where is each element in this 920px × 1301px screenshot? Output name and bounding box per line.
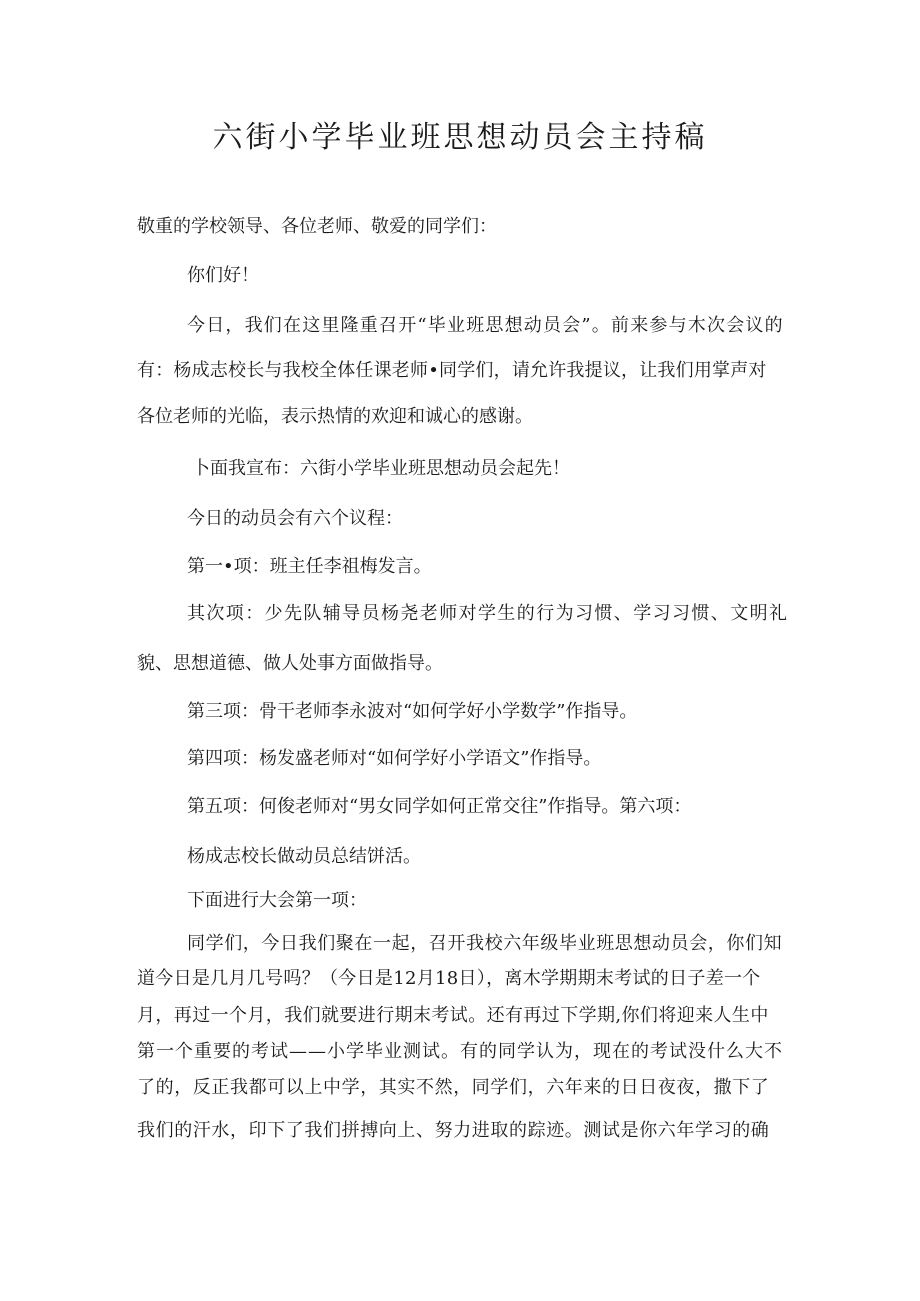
agenda-item: 杨成志校长做动员总结饼活。 bbox=[187, 846, 421, 867]
paragraph-line: 卜面我宣布：六街小学毕业班思想动员会起先！ bbox=[192, 458, 570, 479]
paragraph-line: 今日，我们在这里隆重召开“毕业班思想动员会”。前来参与木次会议的 bbox=[187, 315, 784, 336]
paragraph-line: 各位老师的光临，表示热情的欢迎和诚心的感谢。 bbox=[137, 406, 533, 427]
salutation: 敬重的学校领导、各位老师、敬爱的同学们： bbox=[137, 216, 497, 237]
agenda-item: 第四项：杨发盛老师对“如何学好小学语文”作指导。 bbox=[187, 748, 602, 769]
agenda-item: 貌、思想道德、做人处事方面做指导。 bbox=[137, 653, 443, 674]
document-title: 六街小学毕业班思想动员会主持稿 bbox=[212, 120, 708, 155]
paragraph-line: 月，再过一个月，我们就要进行期末考试。还有再过下学期,你们将迎来人生中 bbox=[137, 1005, 769, 1026]
paragraph-line: 了的，反正我都可以上中学，其实不然，同学们，六年来的日日夜夜，撒下了 bbox=[137, 1077, 770, 1098]
paragraph-line: 今日的动员会有六个议程： bbox=[187, 508, 403, 529]
agenda-item: 其次项：少先队辅导员杨尧老师对学生的行为习惯、学习习惯、文明礼 bbox=[187, 603, 789, 624]
greeting: 你们好！ bbox=[187, 265, 259, 286]
paragraph-line: 有：杨成志校长与我校全体任课老师•同学们，请允许我提议，让我们用掌声对 bbox=[137, 360, 767, 381]
agenda-item: 第五项：何俊老师对“男女同学如何正常交往”作指导。第六项： bbox=[187, 796, 692, 817]
paragraph-line: 同学们，今日我们聚在一起，召开我校六年级毕业班思想动员会，你们知 bbox=[187, 933, 783, 954]
paragraph-line: 第一个重要的考试——小学毕业测试。有的同学认为，现在的考试没什么大不 bbox=[137, 1041, 783, 1062]
paragraph-line: 下面进行大会第一项： bbox=[187, 890, 367, 911]
agenda-item: 第三项：骨干老师李永波对“如何学好小学数学”作指导。 bbox=[187, 701, 638, 722]
agenda-item: 第一•项：班主任李祖梅发言。 bbox=[187, 556, 432, 577]
paragraph-line: 道今日是几月几号吗？（今日是12月18日），离木学期期末考试的日子差一个 bbox=[137, 968, 761, 989]
paragraph-line: 我们的汗水，印下了我们拼搏向上、努力进取的踪迹。测试是你六年学习的确 bbox=[137, 1120, 770, 1141]
